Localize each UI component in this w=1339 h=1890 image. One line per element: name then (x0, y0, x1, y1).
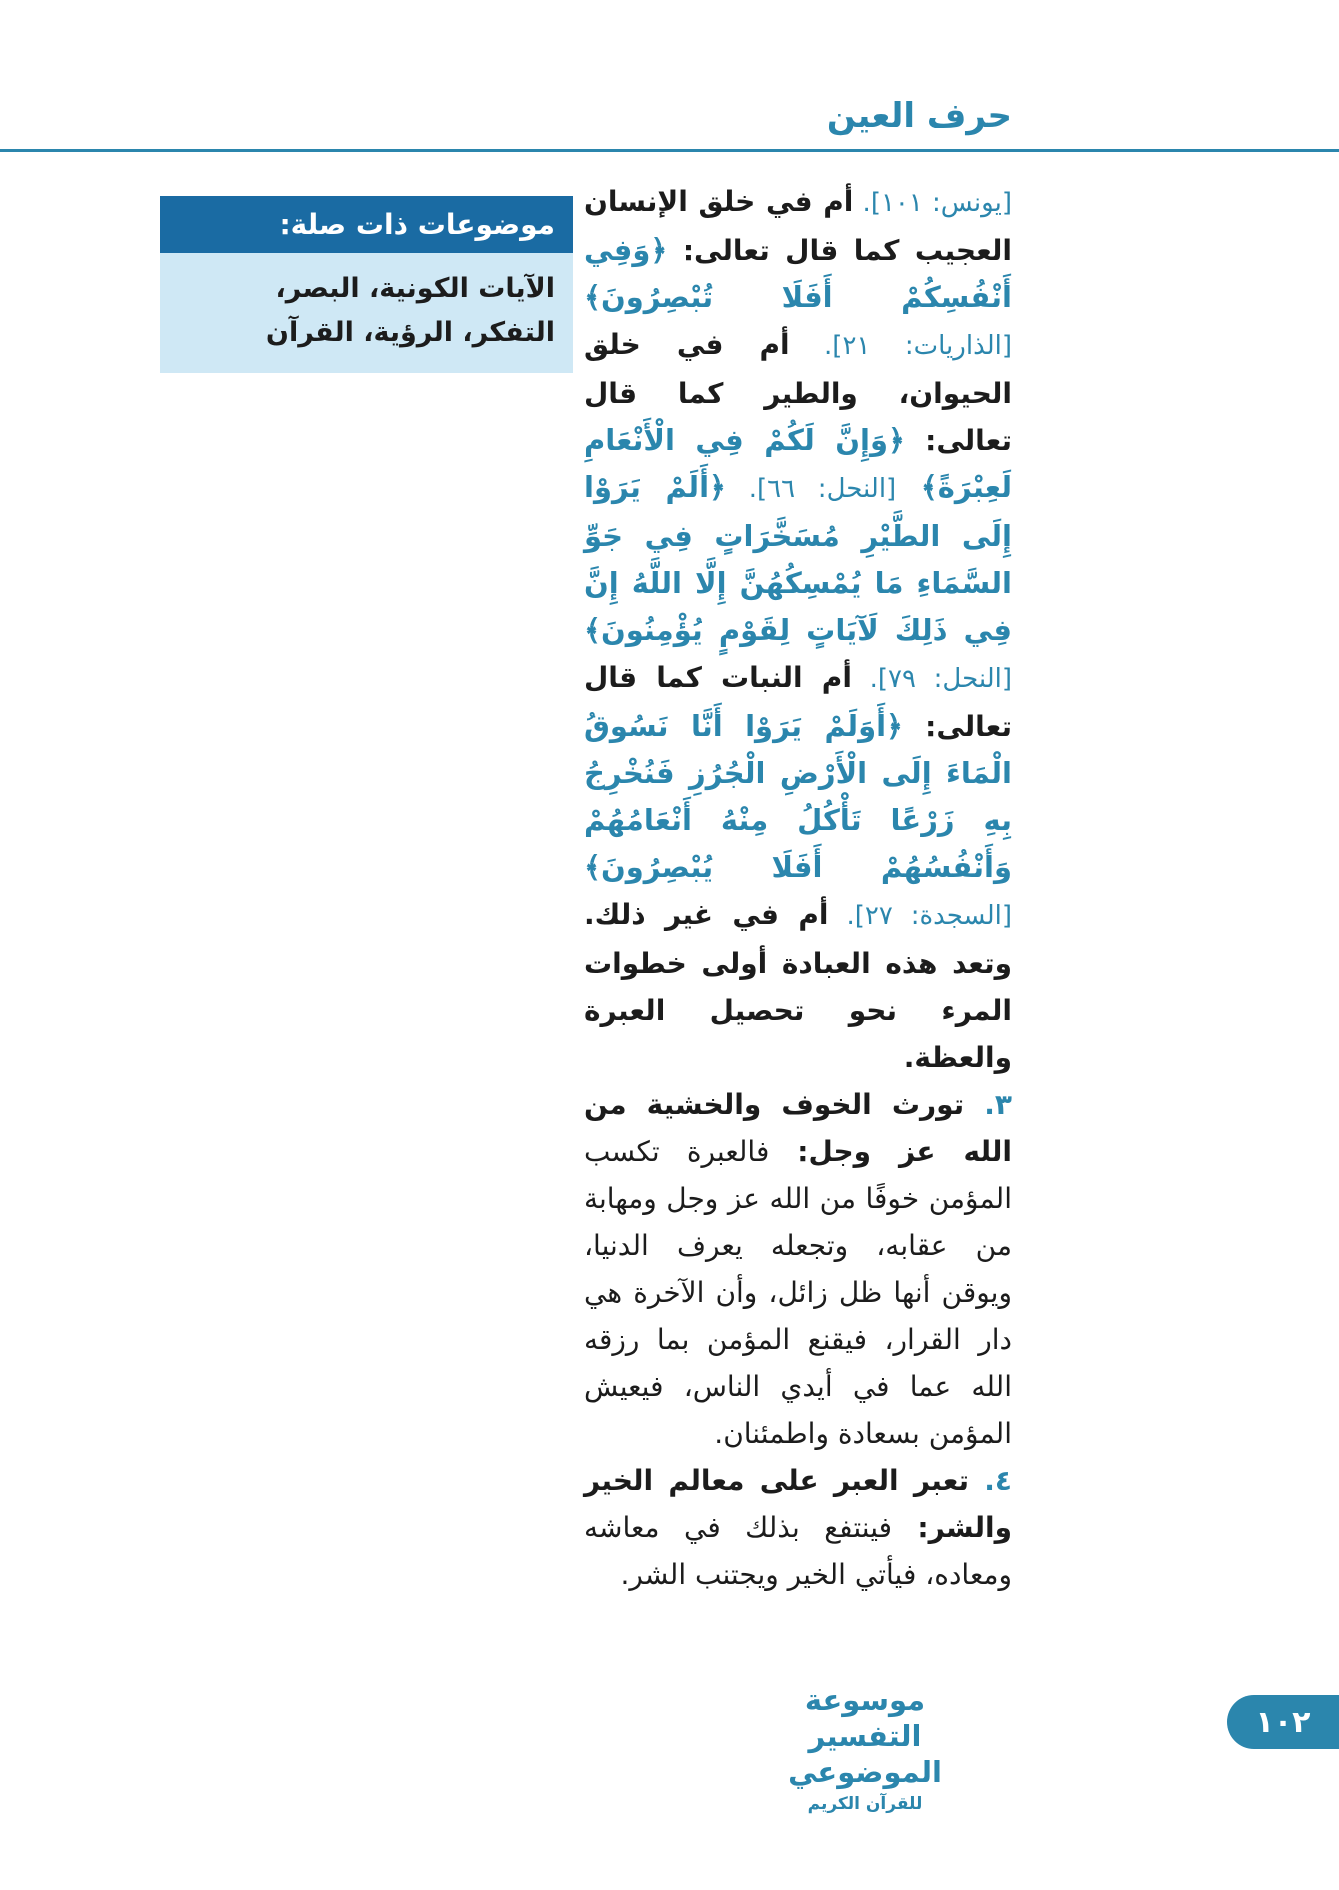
publisher-logo-subtitle: للقرآن الكريم (807, 1794, 923, 1814)
verse-reference: [السجدة: ٢٧]. (828, 901, 1013, 931)
item-number: ٣. (964, 1088, 1012, 1121)
body-text: فينتفع بذلك في معاشه ومعاده، فيأتي الخير ويجتنب الشر. (584, 1511, 1012, 1591)
quran-verse: ﴿أَلَمْ يَرَوْا إِلَى الطَّيْرِ مُسَخَّرَاتٍ فِي جَوِّ السَّمَاءِ مَا يُمْسِكُهُنَّ إِلَّا اللَّهُ إِنَّ فِي ذَلِكَ لَآيَاتٍ لِقَوْمٍ يُؤْمِنُونَ﴾ (584, 470, 1012, 647)
chapter-title: حرف العين (826, 96, 1012, 136)
page-number: ١٠٢ (1255, 1704, 1311, 1740)
body-text: فالعبرة تكسب المؤمن خوفًا من الله عز وجل ومهابة من عقابه، وتجعله يعرف الدنيا، ويوقن أنها ظل زائل، وأن الآخرة هي دار القرار، فيقنع المؤمن بما رزقه الله عما في أيدي الناس، فيعيش المؤمن بسعادة واطمئنان. (584, 1135, 1012, 1450)
emphasis-text: أم في غير ذلك. وتعد هذه العبادة أولى خطوات المرء نحو تحصيل العبرة والعظة. (584, 898, 1012, 1074)
quran-verse: ﴿وَإِنَّ لَكُمْ فِي الْأَنْعَامِ لَعِبْرَةً﴾ (584, 423, 1012, 504)
emphasis-text: تعبر العبر على معالم الخير والشر: (584, 1464, 1012, 1544)
header-rule (0, 149, 1339, 152)
paragraph-item-3 (584, 1081, 1012, 1457)
related-topics-header (160, 196, 573, 253)
emphasis-text: تورث الخوف والخشية من الله عز وجل: (584, 1088, 1012, 1168)
emphasis-text: أم في خلق الحيوان، والطير كما قال تعالى: (584, 328, 1012, 457)
verse-reference: [النحل: ٧٩]. (851, 664, 1012, 694)
verse-reference: [يونس: ١٠١]. (853, 188, 1012, 218)
emphasis-text: أم في خلق الإنسان العجيب كما قال تعالى: (584, 185, 1012, 267)
publisher-logo (745, 1682, 985, 1814)
related-topics-box (160, 196, 573, 373)
main-text-column (584, 178, 1012, 1598)
publisher-logo-title: موسوعة التفسير الموضوعي (788, 1683, 942, 1789)
item-number: ٤. (969, 1464, 1012, 1497)
related-topics-title: موضوعات ذات صلة: (279, 208, 555, 241)
verse-reference: [الذاريات: ٢١]. (789, 331, 1012, 361)
related-topics-list: الآيات الكونية، البصر، التفكر، الرؤية، القرآن (160, 253, 573, 373)
quran-verse: ﴿أَوَلَمْ يَرَوْا أَنَّا نَسُوقُ الْمَاءَ إِلَى الْأَرْضِ الْجُرُزِ فَنُخْرِجُ بِهِ زَرْعًا تَأْكُلُ مِنْهُ أَنْعَامُهُمْ وَأَنْفُسُهُمْ أَفَلَا يُبْصِرُونَ﴾ (584, 709, 1012, 884)
verse-reference: [النحل: ٦٦]. (726, 474, 897, 504)
page-number-badge (1227, 1695, 1339, 1749)
quran-verse: ﴿وَفِي أَنْفُسِكُمْ أَفَلَا تُبْصِرُونَ﴾ (584, 233, 1012, 314)
emphasis-text: أم النبات كما قال تعالى: (584, 661, 1012, 743)
paragraph-continuation (584, 178, 1012, 1081)
paragraph-item-4 (584, 1457, 1012, 1598)
